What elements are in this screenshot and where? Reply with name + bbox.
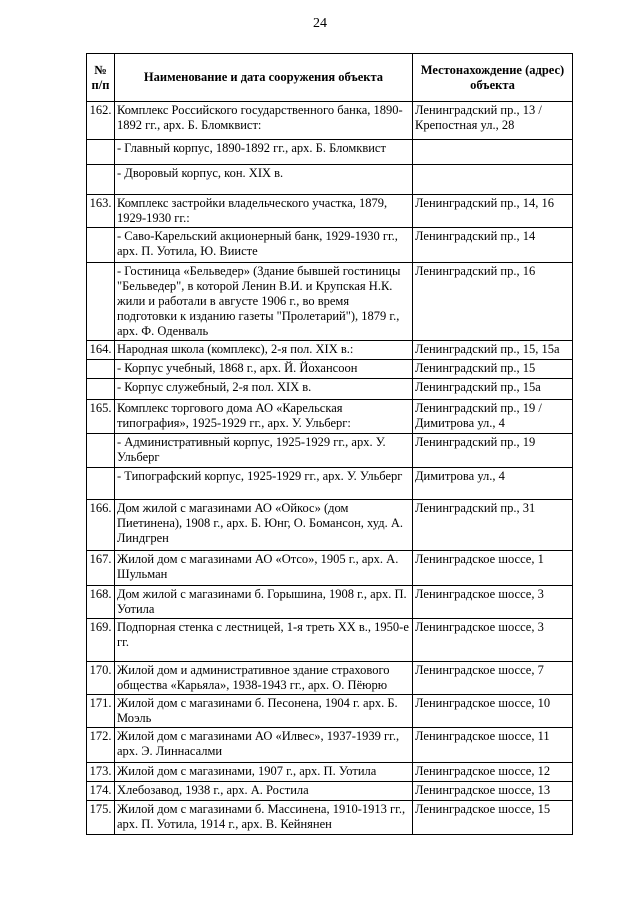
object-name: Жилой дом с магазинами б. Массинена, 1910-1913 гг., арх. П. Уотила, 1914 г., арх. В. Кейнянен [115,801,413,835]
object-name: Комплекс застройки владельческого участка, 1879, 1929-1930 гг.: [115,195,413,228]
row-number: 167. [87,551,115,586]
object-name: Подпорная стенка с лестницей, 1-я треть XX в., 1950-е гг. [115,619,413,662]
object-address: Ленинградский пр., 31 [413,500,573,551]
row-number: 174. [87,782,115,801]
table-row [87,500,573,551]
object-address: Ленинградский пр., 15 [413,360,573,379]
object-address: Ленинградское шоссе, 1 [413,551,573,586]
object-name: - Саво-Карельский акционерный банк, 1929-1930 гг., арх. П. Уотила, Ю. Виисте [115,228,413,263]
object-name: - Корпус служебный, 2-я пол. XIX в. [115,379,413,400]
table-row [87,586,573,619]
table-row [87,695,573,728]
object-name: Жилой дом с магазинами б. Песонена, 1904 г. арх. Б. Моэль [115,695,413,728]
object-name: Комплекс торгового дома АО «Карельская типография», 1925-1929 гг., арх. У. Ульберг: [115,400,413,434]
header-number: № п/п [87,54,115,102]
table-row [87,662,573,695]
table-row [87,619,573,662]
table-row [87,801,573,835]
object-address: Ленинградский пр., 13 / Крепостная ул., 28 [413,102,573,140]
table-row [87,763,573,782]
heritage-objects-table [86,53,573,835]
table-row [87,102,573,140]
row-number [87,434,115,468]
object-name: Жилой дом и административное здание страхового общества «Карьяла», 1938-1943 гг., арх. О. Пёюрю [115,662,413,695]
object-address: Ленинградский пр., 15а [413,379,573,400]
table-row [87,782,573,801]
object-name: Хлебозавод, 1938 г., арх. А. Ростила [115,782,413,801]
object-address: Ленинградское шоссе, 11 [413,728,573,763]
row-number [87,228,115,263]
object-name: - Гостиница «Бельведер» (Здание бывшей гостиницы "Бельведер", в которой Ленин В.И. и Крупская Н.К. жили и работали в августе 1906 г., во время подготовки к изданию газеты "Пролетарий"), 1879 г., арх. Ф. Оденваль [115,263,413,341]
table-row [87,228,573,263]
row-number [87,165,115,195]
table-row [87,360,573,379]
object-name: Народная школа (комплекс), 2-я пол. XIX в.: [115,341,413,360]
object-address: Ленинградский пр., 16 [413,263,573,341]
object-address: Ленинградское шоссе, 12 [413,763,573,782]
object-address: Ленинградское шоссе, 10 [413,695,573,728]
object-name: Жилой дом с магазинами АО «Илвес», 1937-1939 гг., арх. Э. Линнасалми [115,728,413,763]
row-number: 169. [87,619,115,662]
table-row [87,140,573,165]
object-address: Ленинградское шоссе, 15 [413,801,573,835]
table-row [87,263,573,341]
object-address: Ленинградское шоссе, 7 [413,662,573,695]
row-number [87,263,115,341]
table-header-row [87,54,573,102]
row-number: 168. [87,586,115,619]
object-name: - Корпус учебный, 1868 г., арх. Й. Йохансоон [115,360,413,379]
row-number: 175. [87,801,115,835]
object-address [413,140,573,165]
object-address [413,165,573,195]
object-name: Жилой дом с магазинами АО «Отсо», 1905 г., арх. А. Шульман [115,551,413,586]
row-number: 173. [87,763,115,782]
header-address: Местонахождение (адрес) объекта [413,54,573,102]
object-address: Ленинградское шоссе, 3 [413,619,573,662]
object-name: - Административный корпус, 1925-1929 гг., арх. У. Ульберг [115,434,413,468]
table-row [87,434,573,468]
table-body [87,102,573,835]
object-address: Ленинградский пр., 14 [413,228,573,263]
page-number: 24 [313,16,327,31]
row-number: 170. [87,662,115,695]
object-name: - Типографский корпус, 1925-1929 гг., арх. У. Ульберг [115,468,413,500]
object-address: Ленинградское шоссе, 3 [413,586,573,619]
row-number: 165. [87,400,115,434]
row-number [87,379,115,400]
object-address: Ленинградское шоссе, 13 [413,782,573,801]
row-number [87,468,115,500]
object-name: Дом жилой с магазинами б. Горышина, 1908 г., арх. П. Уотила [115,586,413,619]
object-name: Дом жилой с магазинами АО «Ойкос» (дом Пиетинена), 1908 г., арх. Б. Юнг, О. Бомансон, худ. А. Линдгрен [115,500,413,551]
row-number: 163. [87,195,115,228]
table-row [87,468,573,500]
table-row [87,728,573,763]
table-row [87,165,573,195]
row-number: 166. [87,500,115,551]
row-number [87,360,115,379]
table-row [87,400,573,434]
table-row [87,195,573,228]
row-number [87,140,115,165]
object-name: - Дворовый корпус, кон. XIX в. [115,165,413,195]
object-address: Ленинградский пр., 14, 16 [413,195,573,228]
object-address: Ленинградский пр., 19 [413,434,573,468]
row-number: 162. [87,102,115,140]
row-number: 171. [87,695,115,728]
table-row [87,379,573,400]
object-address: Ленинградский пр., 15, 15а [413,341,573,360]
row-number: 164. [87,341,115,360]
object-name: Комплекс Российского государственного банка, 1890-1892 гг., арх. Б. Бломквист: [115,102,413,140]
row-number: 172. [87,728,115,763]
object-address: Димитрова ул., 4 [413,468,573,500]
object-address: Ленинградский пр., 19 / Димитрова ул., 4 [413,400,573,434]
header-name: Наименование и дата сооружения объекта [115,54,413,102]
object-name: - Главный корпус, 1890-1892 гг., арх. Б. Бломквист [115,140,413,165]
table-row [87,551,573,586]
table-row [87,341,573,360]
object-name: Жилой дом с магазинами, 1907 г., арх. П. Уотила [115,763,413,782]
